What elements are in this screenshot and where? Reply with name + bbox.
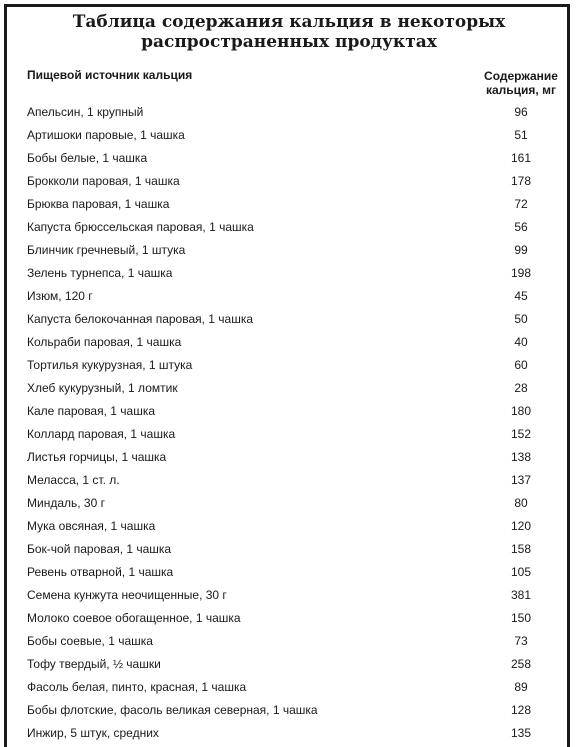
calcium-table-body xyxy=(0,101,578,745)
table-row xyxy=(0,262,578,285)
calcium-value: 152 xyxy=(510,427,532,441)
food-name: Кольраби паровая, 1 чашка xyxy=(27,335,182,349)
calcium-value: 258 xyxy=(510,657,532,671)
table-row xyxy=(0,354,578,377)
food-name: Меласса, 1 ст. л. xyxy=(27,473,120,487)
calcium-value: 72 xyxy=(514,197,528,211)
column-header-calcium xyxy=(470,69,572,97)
calcium-value: 80 xyxy=(514,496,528,510)
food-name: Бобы флотские, фасоль великая северная, 1 чашка xyxy=(27,703,318,717)
calcium-value: 180 xyxy=(510,404,532,418)
table-row xyxy=(0,676,578,699)
table-row xyxy=(0,469,578,492)
calcium-value: 198 xyxy=(510,266,532,280)
food-name: Зелень турнепса, 1 чашка xyxy=(27,266,173,280)
food-name: Брюква паровая, 1 чашка xyxy=(27,197,170,211)
table-row xyxy=(0,308,578,331)
calcium-value: 73 xyxy=(514,634,528,648)
calcium-value: 128 xyxy=(510,703,532,717)
food-name: Мука овсяная, 1 чашка xyxy=(27,519,156,533)
calcium-value: 105 xyxy=(510,565,532,579)
column-header-source: Пищевой источник кальция xyxy=(27,68,193,82)
table-row xyxy=(0,538,578,561)
calcium-value: 138 xyxy=(510,450,532,464)
title-line-1: Таблица содержания кальция в некоторых xyxy=(72,12,506,32)
food-name: Бобы белые, 1 чашка xyxy=(27,151,148,165)
calcium-value: 28 xyxy=(514,381,528,395)
calcium-value: 161 xyxy=(510,151,532,165)
calcium-value: 89 xyxy=(514,680,528,694)
calcium-value: 158 xyxy=(510,542,532,556)
table-row xyxy=(0,423,578,446)
table-row xyxy=(0,285,578,308)
table-row xyxy=(0,584,578,607)
table-row xyxy=(0,170,578,193)
food-name: Бок-чой паровая, 1 чашка xyxy=(27,542,172,556)
table-row xyxy=(0,331,578,354)
calcium-value: 99 xyxy=(514,243,528,257)
table-row xyxy=(0,446,578,469)
calcium-value: 56 xyxy=(514,220,528,234)
food-name: Тортилья кукурузная, 1 штука xyxy=(27,358,193,372)
food-name: Ревень отварной, 1 чашка xyxy=(27,565,174,579)
calcium-value: 60 xyxy=(514,358,528,372)
table-row xyxy=(0,653,578,676)
table-row xyxy=(0,377,578,400)
calcium-value: 381 xyxy=(510,588,532,602)
food-name: Блинчик гречневый, 1 штука xyxy=(27,243,186,257)
table-row xyxy=(0,147,578,170)
page-title xyxy=(0,12,578,52)
food-name: Семена кунжута неочищенные, 30 г xyxy=(27,588,227,602)
table-row xyxy=(0,124,578,147)
calcium-value: 50 xyxy=(514,312,528,326)
food-name: Брокколи паровая, 1 чашка xyxy=(27,174,180,188)
table-row xyxy=(0,607,578,630)
table-row xyxy=(0,492,578,515)
calcium-value: 135 xyxy=(510,726,532,740)
table-row xyxy=(0,630,578,653)
table-row xyxy=(0,699,578,722)
column-header-calcium-line-1: Содержание xyxy=(484,69,558,83)
food-name: Бобы соевые, 1 чашка xyxy=(27,634,153,648)
food-name: Инжир, 5 штук, средних xyxy=(27,726,159,740)
table-row xyxy=(0,515,578,538)
calcium-value: 45 xyxy=(514,289,528,303)
calcium-value: 96 xyxy=(514,105,528,119)
calcium-value: 40 xyxy=(514,335,528,349)
calcium-value: 51 xyxy=(514,128,528,142)
food-name: Апельсин, 1 крупный xyxy=(27,105,144,119)
table-row xyxy=(0,722,578,745)
calcium-value: 178 xyxy=(510,174,532,188)
calcium-value: 150 xyxy=(510,611,532,625)
table-row xyxy=(0,239,578,262)
food-name: Миндаль, 30 г xyxy=(27,496,105,510)
table-row xyxy=(0,193,578,216)
food-name: Листья горчицы, 1 чашка xyxy=(27,450,167,464)
food-name: Изюм, 120 г xyxy=(27,289,93,303)
table-row xyxy=(0,400,578,423)
food-name: Тофу твердый, ½ чашки xyxy=(27,657,161,671)
table-row xyxy=(0,561,578,584)
calcium-value: 120 xyxy=(510,519,532,533)
food-name: Кале паровая, 1 чашка xyxy=(27,404,156,418)
food-name: Коллард паровая, 1 чашка xyxy=(27,427,176,441)
calcium-value: 137 xyxy=(510,473,532,487)
food-name: Капуста белокочанная паровая, 1 чашка xyxy=(27,312,254,326)
food-name: Хлеб кукурузный, 1 ломтик xyxy=(27,381,178,395)
column-header-calcium-line-2: кальция, мг xyxy=(486,83,556,97)
table-row xyxy=(0,101,578,124)
table-row xyxy=(0,216,578,239)
food-name: Молоко соевое обогащенное, 1 чашка xyxy=(27,611,241,625)
food-name: Капуста брюссельская паровая, 1 чашка xyxy=(27,220,254,234)
food-name: Артишоки паровые, 1 чашка xyxy=(27,128,185,142)
food-name: Фасоль белая, пинто, красная, 1 чашка xyxy=(27,680,247,694)
title-line-2: распространенных продуктах xyxy=(141,32,437,52)
